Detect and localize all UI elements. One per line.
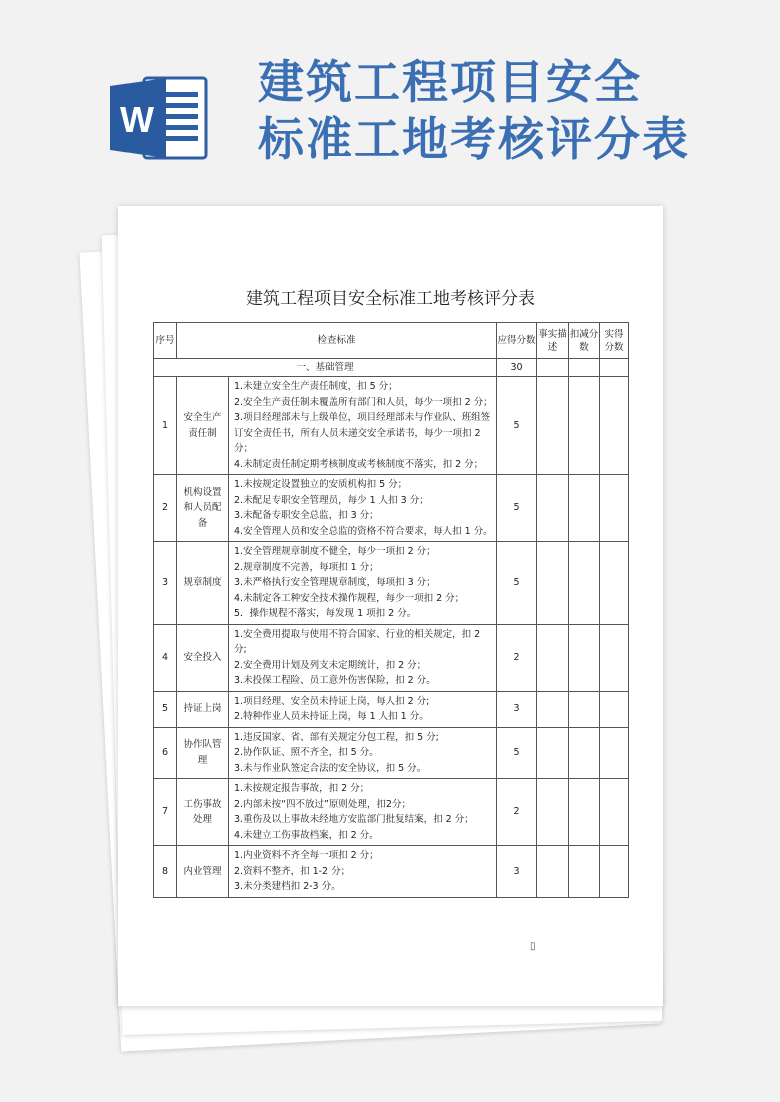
facts-cell [537, 727, 569, 779]
criteria-line: 2.未配足专职安全管理员，每少 1 人扣 3 分； [234, 494, 429, 506]
deduct-cell [569, 779, 600, 846]
facts-cell [537, 779, 569, 846]
facts-cell [537, 377, 569, 475]
row-score: 2 [497, 624, 537, 691]
criteria-line: 2.资料不整齐，扣 1-2 分； [234, 865, 351, 877]
criteria-line: 3.未分类建档扣 2-3 分。 [234, 881, 341, 892]
row-item: 协作队管理 [177, 727, 229, 779]
row-criteria [229, 542, 497, 625]
criteria-line: 2.规章制度不完善，每项扣 1 分； [234, 561, 379, 573]
criteria-line: 4.未建立工伤事故档案，扣 2 分。 [234, 829, 379, 841]
facts-cell [537, 475, 569, 542]
table-row [154, 779, 629, 846]
row-item: 规章制度 [177, 542, 229, 625]
row-number: 7 [154, 779, 177, 846]
facts-cell [537, 691, 569, 727]
criteria-line: 3.重伤及以上事故未经地方安监部门批复结案，扣 2 分； [234, 814, 474, 825]
criteria-line: 2.内部未按“四不放过”原则处理，扣2分； [234, 798, 411, 810]
criteria-line: 1.安全费用提取与使用不符合国家、行业的相关规定，扣 2 分; [234, 628, 481, 655]
row-score: 5 [497, 475, 537, 542]
row-item: 机构设置和人员配备 [177, 475, 229, 542]
banner-title-line1: 建筑工程项目安全 [258, 55, 642, 109]
row-number: 8 [154, 846, 177, 898]
document-title: 建筑工程项目安全标准工地考核评分表 [246, 289, 535, 309]
table-header-row [154, 323, 629, 359]
row-score: 5 [497, 377, 537, 475]
table-row [154, 624, 629, 691]
banner-title-line2: 标准工地考核评分表 [258, 112, 690, 166]
row-number: 2 [154, 475, 177, 542]
page-footer-mark: ▯ [530, 941, 536, 952]
criteria-line: 3.未严格执行安全管理规章制度，每项扣 3 分； [234, 577, 436, 588]
criteria-line: 3.未投保工程险、员工意外伤害保险，扣 2 分。 [234, 675, 436, 686]
criteria-line: 4.安全管理人员和安全总监的资格不符合要求，每人扣 1 分。 [234, 525, 493, 537]
table-row [154, 475, 629, 542]
deduct-cell [569, 727, 600, 779]
criteria-line: 1.未按规定设置独立的安质机构扣 5 分； [234, 479, 408, 490]
criteria-line: 5．操作规程不落实，每发现 1 项扣 2 分。 [234, 608, 417, 619]
deduct-cell [569, 624, 600, 691]
row-number: 4 [154, 624, 177, 691]
row-number: 6 [154, 727, 177, 779]
row-item: 安全投入 [177, 624, 229, 691]
document-page [118, 206, 663, 1006]
actual-cell [600, 727, 629, 779]
deduct-cell [569, 542, 600, 625]
row-criteria [229, 779, 497, 846]
deduct-cell [569, 846, 600, 898]
actual-cell [600, 359, 629, 377]
criteria-line: 2.安全费用计划及列支未定期统计，扣 2 分； [234, 659, 427, 671]
actual-cell [600, 377, 629, 475]
actual-cell [600, 691, 629, 727]
criteria-line: 3.未与作业队签定合法的安全协议，扣 5 分。 [234, 762, 427, 774]
word-logo-letter: W [120, 99, 154, 140]
criteria-line: 1.未建立安全生产责任制度，扣 5 分； [234, 381, 398, 392]
row-criteria [229, 475, 497, 542]
facts-cell [537, 542, 569, 625]
deduct-cell [569, 359, 600, 377]
actual-cell [600, 779, 629, 846]
facts-cell [537, 624, 569, 691]
row-criteria [229, 624, 497, 691]
row-score: 5 [497, 542, 537, 625]
facts-cell [537, 846, 569, 898]
criteria-line: 1.违反国家、省、部有关规定分包工程，扣 5 分; [234, 731, 439, 743]
criteria-line: 2.特种作业人员未持证上岗，每 1 人扣 1 分。 [234, 711, 429, 722]
criteria-line: 1.安全管理规章制度不健全，每少一项扣 2 分； [234, 546, 436, 557]
criteria-line: 4.未制定责任制定期考核制度或考核制度不落实，扣 2 分； [234, 458, 484, 470]
row-item: 工伤事故处理 [177, 779, 229, 846]
banner-title [258, 54, 768, 168]
header-due-score: 应得分数 [497, 323, 537, 359]
table-row [154, 377, 629, 475]
row-item: 内业管理 [177, 846, 229, 898]
row-criteria [229, 377, 497, 475]
deduct-cell [569, 691, 600, 727]
actual-cell [600, 624, 629, 691]
row-number: 5 [154, 691, 177, 727]
actual-cell [600, 475, 629, 542]
header-criteria: 检查标准 [177, 323, 497, 359]
criteria-line: 2.安全生产责任制未覆盖所有部门和人员，每少一项扣 2 分； [234, 396, 493, 408]
header-deduct: 扣减分数 [569, 323, 600, 359]
table-row [154, 542, 629, 625]
criteria-line: 1.项目经理、安全员未持证上岗，每人扣 2 分; [234, 695, 430, 707]
row-criteria [229, 846, 497, 898]
criteria-line: 1.未按规定报告事故，扣 2 分； [234, 783, 370, 794]
row-score: 3 [497, 691, 537, 727]
row-score: 5 [497, 727, 537, 779]
row-item: 持证上岗 [177, 691, 229, 727]
actual-cell [600, 846, 629, 898]
table-row [154, 846, 629, 898]
criteria-line: 1.内业资料不齐全每一项扣 2 分； [234, 850, 379, 861]
deduct-cell [569, 475, 600, 542]
criteria-line: 3.未配备专职安全总监，扣 3 分； [234, 510, 379, 521]
row-number: 1 [154, 377, 177, 475]
word-logo-icon [110, 76, 208, 160]
row-number: 3 [154, 542, 177, 625]
header-seq: 序号 [154, 323, 177, 359]
actual-cell [600, 542, 629, 625]
criteria-line: 2.协作队证、照不齐全，扣 5 分。 [234, 747, 379, 758]
row-score: 2 [497, 779, 537, 846]
header-actual: 实得分数 [600, 323, 629, 359]
row-criteria [229, 727, 497, 779]
criteria-line: 4.未制定各工种安全技术操作规程，每少一项扣 2 分； [234, 592, 465, 604]
table-row [154, 727, 629, 779]
header-facts: 事实描述 [537, 323, 569, 359]
row-item: 安全生产责任制 [177, 377, 229, 475]
deduct-cell [569, 377, 600, 475]
table-row [154, 691, 629, 727]
facts-cell [537, 359, 569, 377]
score-table [153, 322, 629, 898]
section-label: 一、基础管理 [154, 359, 497, 377]
section-row [154, 359, 629, 377]
criteria-line: 3.项目经理部未与上级单位，项目经理部未与作业队、班组签订安全责任书，所有人员未递交安全承诺书，每少一项扣 2分； [234, 412, 491, 454]
row-criteria [229, 691, 497, 727]
row-score: 3 [497, 846, 537, 898]
section-score: 30 [497, 359, 537, 377]
